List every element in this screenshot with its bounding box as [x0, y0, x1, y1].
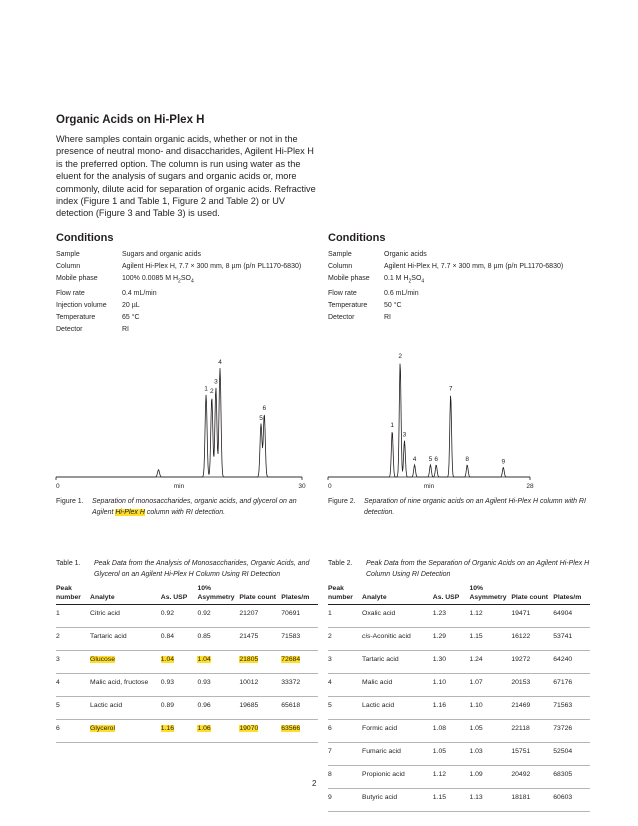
figure1-label: Figure 1.: [56, 498, 84, 505]
table1-cell: Citric acid: [90, 605, 161, 628]
table1-column-header: As. USP: [161, 584, 198, 605]
table2-row: [328, 789, 590, 812]
table2-row: [328, 697, 590, 720]
table2-cell: 53741: [553, 628, 590, 651]
table2-cell: 1.23: [433, 605, 470, 628]
table2-cell: 2: [328, 628, 362, 651]
condition-left-value: Agilent Hi-Plex H, 7.7 × 300 mm, 8 µm (p/n PL1170-6830): [122, 263, 302, 271]
table1-row: [56, 605, 318, 628]
table1-cell: 1.16: [161, 720, 198, 743]
condition-left-key: Temperature: [56, 313, 96, 321]
table2-cell: 1.29: [433, 628, 470, 651]
table2-column-header: As. USP: [433, 584, 470, 605]
table2-cell: 6: [328, 720, 362, 743]
chromatogram-svg-2: [326, 344, 586, 494]
condition-right-row: [328, 249, 563, 261]
table2-cell: 1.10: [433, 674, 470, 697]
table1-cell: 0.85: [197, 628, 239, 651]
condition-right-value: Agilent Hi-Plex H, 7.7 × 300 mm, 8 µm (p/n PL1170-6830): [384, 263, 564, 271]
table1-cell: 1.04: [197, 651, 239, 674]
table2-cell: 1.09: [469, 766, 511, 789]
condition-right-value: Organic acids: [384, 251, 427, 258]
table2-cell: Fumaric acid: [362, 743, 433, 766]
table1: [56, 584, 318, 743]
table1-cell: 0.84: [161, 628, 198, 651]
table1-cell: 21207: [239, 605, 281, 628]
condition-left-row: [56, 261, 301, 273]
table1-cell: 19685: [239, 697, 281, 720]
table2-row: [328, 766, 590, 789]
table1-column-header: Peak number: [56, 584, 90, 605]
table1-cell: 21475: [239, 628, 281, 651]
table2-column-header: Plates/m: [553, 584, 590, 605]
table1-cell: 33372: [281, 674, 318, 697]
table1-cell: 3: [56, 651, 90, 674]
peak-label: 8: [465, 455, 470, 463]
table1-row: [56, 674, 318, 697]
table2-cell: 1.03: [469, 743, 511, 766]
table2: [328, 584, 590, 812]
table2-cell: 68305: [553, 766, 590, 789]
table2-cell: 1: [328, 605, 362, 628]
table1-cell: 1.04: [161, 651, 198, 674]
peak-label: 5: [259, 414, 263, 422]
table2-cell: 1.12: [433, 766, 470, 789]
conditions-table-left: [56, 249, 301, 336]
x-tick-label: 0: [328, 483, 332, 490]
table2-header-row: [328, 584, 590, 605]
table2-cell: Oxalic acid: [362, 605, 433, 628]
table2-cell: 1.08: [433, 720, 470, 743]
table2-cell: 7: [328, 743, 362, 766]
table2-cell: Formic acid: [362, 720, 433, 743]
table2-cell: 64240: [553, 651, 590, 674]
table2-cell: 1.10: [469, 697, 511, 720]
table2-cell: cis-Aconitic acid: [362, 628, 433, 651]
conditions-table-right: [328, 249, 563, 324]
peak-label: 3: [402, 431, 407, 439]
table2-cell: 16122: [511, 628, 553, 651]
table1-column-header: Analyte: [90, 584, 161, 605]
table1-cell: 19070: [239, 720, 281, 743]
peak-label: 7: [448, 385, 453, 393]
table2-cell: 1.15: [433, 789, 470, 812]
intro-paragraph: Where samples contain organic acids, whether or not in the presence of neutral mono- and disaccharides, Agilent Hi-Plex H is the preferred option. The column is run using water as the eluent for the analysis of sugars and organic acids or, more commonly, dilute acid for separation of organic acids. Refractive index (Figure 1 and Table 1, Figure 2 and Table 2) or UV detection (Figure 3 and Table 3) is used.: [56, 134, 316, 219]
table2-cell: 1.12: [469, 605, 511, 628]
chromatogram-trace: [56, 368, 302, 477]
condition-left-row: [56, 249, 301, 261]
table2-row: [328, 674, 590, 697]
table2-cell: 1.05: [469, 720, 511, 743]
table1-column-header: Plate count: [239, 584, 281, 605]
table2-column-header: Plate count: [511, 584, 553, 605]
table1-cell: 65618: [281, 697, 318, 720]
condition-left-row: [56, 324, 301, 336]
table2-row: [328, 605, 590, 628]
table2-column-header: 10% Asymmetry: [469, 584, 511, 605]
table2-caption: [328, 559, 590, 580]
figure1-chromatogram: [54, 344, 314, 499]
figure2-caption-text: Separation of nine organic acids on an Agilent Hi-Plex H column with RI detection.: [364, 498, 586, 516]
figure2-caption: [328, 497, 588, 518]
table1-row: [56, 720, 318, 743]
condition-right-value: 0.1 M $H_2SO_4$: [384, 275, 425, 285]
condition-left-value: 100% 0.0085 M $H_2SO_4$: [122, 275, 194, 285]
figure1-caption: [56, 497, 316, 518]
table1-cell: 4: [56, 674, 90, 697]
peak-label: 2: [398, 353, 402, 361]
condition-left-value: 20 µL: [122, 301, 140, 309]
table2-column-header: Peak number: [328, 584, 362, 605]
condition-left-row: [56, 300, 301, 312]
figure1-caption-highlight: Hi-Plex H: [115, 508, 145, 516]
table2-cell: 3: [328, 651, 362, 674]
table1-cell: 71583: [281, 628, 318, 651]
table2-cell: 60603: [553, 789, 590, 812]
table1-cell: 0.92: [197, 605, 239, 628]
peak-label: 3: [214, 378, 218, 386]
condition-left-key: Mobile phase: [56, 275, 98, 283]
condition-left-key: Sample: [56, 251, 80, 258]
table1-column-header: 10% Asymmetry: [197, 584, 239, 605]
table1-cell: 6: [56, 720, 90, 743]
condition-right-value: 50 °C: [384, 301, 402, 309]
table1-cell: 1: [56, 605, 90, 628]
table2-row: [328, 628, 590, 651]
table2-cell: 1.30: [433, 651, 470, 674]
table1-cell: Lactic acid: [90, 697, 161, 720]
table1-cell: 10012: [239, 674, 281, 697]
table1-cell: 72684: [281, 651, 318, 674]
table2-cell: 8: [328, 766, 362, 789]
chromatogram-svg-1: [54, 344, 314, 494]
table1-cell: 5: [56, 697, 90, 720]
peak-label: 4: [412, 455, 417, 463]
table1-cell: Glycerol: [90, 720, 161, 743]
table1-cell: 1.06: [197, 720, 239, 743]
table2-cell: 21469: [511, 697, 553, 720]
condition-right-value: 0.6 mL/min: [384, 289, 419, 297]
conditions-heading-left: Conditions: [56, 232, 114, 244]
figure1-caption-pre: Separation of monosaccharides, organic acids, and glycerol on an Agilent: [92, 498, 297, 516]
condition-right-key: Mobile phase: [328, 275, 370, 283]
condition-left-value: 65 °C: [122, 313, 140, 321]
table2-cell: 9: [328, 789, 362, 812]
peak-label: 5: [428, 455, 433, 463]
table1-cell: 63566: [281, 720, 318, 743]
peak-label: 9: [501, 458, 506, 466]
table1-cell: 0.93: [197, 674, 239, 697]
table1-cell: 21805: [239, 651, 281, 674]
condition-left-value: 0.4 mL/min: [122, 289, 157, 297]
table2-cell: 18181: [511, 789, 553, 812]
table2-cell: 19272: [511, 651, 553, 674]
table2-cell: Butyric acid: [362, 789, 433, 812]
x-tick-label: 28: [526, 483, 534, 490]
table2-cell: 67176: [553, 674, 590, 697]
x-axis-label: min: [423, 483, 435, 490]
table2-cell: 1.13: [469, 789, 511, 812]
table2-cell: 1.07: [469, 674, 511, 697]
table2-cell: Lactic acid: [362, 697, 433, 720]
condition-right-row: [328, 261, 563, 273]
condition-right-value: RI: [384, 313, 391, 321]
peak-label: 1: [204, 385, 208, 393]
table2-cell: 1.24: [469, 651, 511, 674]
condition-left-row: [56, 288, 301, 300]
table2-cell: 19471: [511, 605, 553, 628]
table2-cell: 22118: [511, 720, 553, 743]
table1-cell: 0.93: [161, 674, 198, 697]
table2-cell: 5: [328, 697, 362, 720]
condition-left-value: Sugars and organic acids: [122, 251, 201, 258]
table1-cell: Tartaric acid: [90, 628, 161, 651]
table2-cell: 73726: [553, 720, 590, 743]
table2-cell: 1.05: [433, 743, 470, 766]
table1-cell: 0.89: [161, 697, 198, 720]
x-tick-label: 30: [298, 483, 306, 490]
table2-cell: Propionic acid: [362, 766, 433, 789]
table1-header-row: [56, 584, 318, 605]
table2-caption-text: Peak Data from the Separation of Organic Acids on an Agilent Hi-Plex H Column Using RI Detection: [366, 560, 590, 578]
table1-cell: 0.92: [161, 605, 198, 628]
table2-cell: 64904: [553, 605, 590, 628]
condition-left-value: RI: [122, 325, 129, 333]
table2-cell: 1.16: [433, 697, 470, 720]
condition-right-row: [328, 300, 563, 312]
table2-cell: Tartaric acid: [362, 651, 433, 674]
conditions-heading-right: Conditions: [328, 232, 386, 244]
condition-right-key: Column: [328, 263, 353, 271]
condition-left-key: Injection volume: [56, 301, 107, 309]
condition-right-key: Detector: [328, 313, 355, 321]
x-axis-label: min: [173, 483, 185, 490]
figure2-label: Figure 2.: [328, 498, 356, 505]
condition-left-row: [56, 312, 301, 324]
table2-cell: 1.15: [469, 628, 511, 651]
table1-cell: 2: [56, 628, 90, 651]
table1-caption: [56, 559, 318, 580]
table2-row: [328, 743, 590, 766]
table1-label: Table 1.: [56, 560, 81, 567]
section-title: Organic Acids on Hi-Plex H: [56, 114, 205, 126]
peak-label: 1: [390, 422, 395, 430]
condition-right-key: Flow rate: [328, 289, 357, 297]
condition-left-key: Flow rate: [56, 289, 85, 297]
table1-cell: Glucose: [90, 651, 161, 674]
peak-label: 2: [209, 388, 214, 396]
table2-label: Table 2.: [328, 560, 353, 567]
condition-left-key: Column: [56, 263, 81, 271]
table2-cell: Malic acid: [362, 674, 433, 697]
table2-row: [328, 720, 590, 743]
figure2-chromatogram: [326, 344, 586, 499]
table1-row: [56, 628, 318, 651]
condition-right-row: [328, 273, 563, 287]
table2-cell: 20153: [511, 674, 553, 697]
peak-label: 6: [262, 405, 267, 413]
condition-left-row: [56, 273, 301, 287]
condition-right-key: Temperature: [328, 301, 368, 309]
table2-cell: 15751: [511, 743, 553, 766]
table2-cell: 52504: [553, 743, 590, 766]
table1-cell: 0.96: [197, 697, 239, 720]
x-tick-label: 0: [56, 483, 60, 490]
table1-cell: Malic acid, fructose: [90, 674, 161, 697]
table2-cell: 4: [328, 674, 362, 697]
page-number: 2: [312, 779, 317, 788]
condition-right-row: [328, 312, 563, 324]
table1-cell: 70691: [281, 605, 318, 628]
peak-label: 4: [218, 359, 222, 367]
condition-left-key: Detector: [56, 325, 83, 333]
table1-row: [56, 697, 318, 720]
table2-cell: 20492: [511, 766, 553, 789]
table1-column-header: Plates/m: [281, 584, 318, 605]
table2-cell: 71563: [553, 697, 590, 720]
table1-row: [56, 651, 318, 674]
condition-right-key: Sample: [328, 251, 352, 258]
figure1-caption-text: [92, 497, 316, 518]
table1-caption-text: Peak Data from the Analysis of Monosaccharides, Organic Acids, and Glycerol on an Agilent Hi-Plex H Column Using RI Detection: [94, 560, 310, 578]
peak-label: 6: [434, 455, 439, 463]
figure1-caption-post: column with RI detection.: [144, 508, 226, 516]
table2-column-header: Analyte: [362, 584, 433, 605]
table2-row: [328, 651, 590, 674]
condition-right-row: [328, 288, 563, 300]
